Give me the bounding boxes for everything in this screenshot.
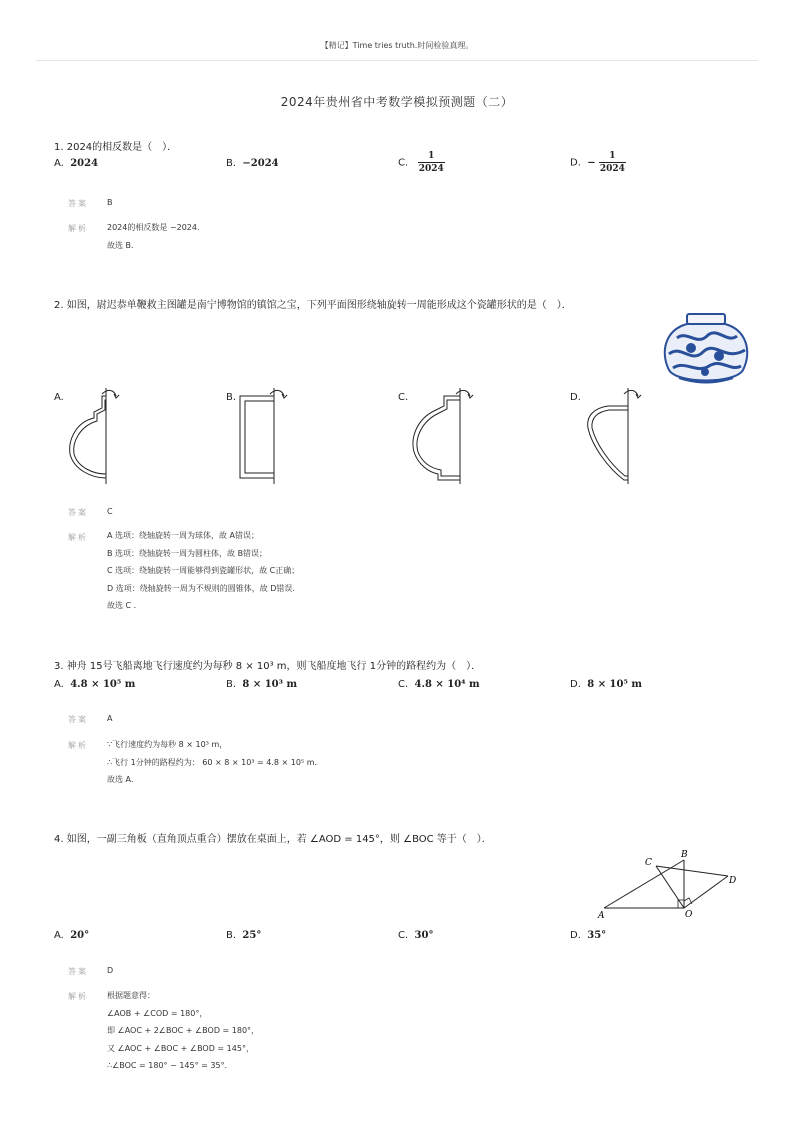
point-label-d: D (729, 876, 737, 886)
answer-label: 答案 (68, 967, 88, 976)
explanation-line: ∴∠BOC = 180° − 145° = 35°． (107, 1061, 233, 1070)
explanation-line: D 选项：绕轴旋转一周为不规则的圆锥体，故 D错误． (107, 583, 301, 593)
explanation-label: 解析 (68, 224, 88, 233)
answer-label: 答案 (68, 715, 88, 724)
explanation-line: A 选项：绕轴旋转一周为球体，故 A错误； (107, 531, 260, 540)
explanation-label: 解析 (68, 533, 88, 542)
question-4-stem: 4. 如图，一副三角板（直角顶点重合）摆放在桌面上，若 ∠AOD = 145°，则 ∠BOC 等于（ ）． (54, 834, 492, 845)
rotation-arrow (102, 390, 116, 396)
question-1-option-c[interactable] (398, 151, 445, 174)
fraction (418, 151, 445, 174)
option-text: 4.8 × 10⁴ m (414, 679, 480, 690)
option-text: 4.8 × 10⁵ m (70, 679, 136, 690)
question-2-explanation (107, 527, 300, 615)
question-3-option-b[interactable] (226, 679, 297, 690)
fraction-denominator: 2024 (418, 164, 444, 174)
option-letter: B. (226, 930, 237, 941)
explanation-label: 解析 (68, 992, 88, 1001)
option-letter: C. (398, 930, 409, 941)
explanation-line: B 选项：绕轴旋转一周为圆柱体，故 B错误； (107, 548, 268, 558)
explanation-line: 又 ∠AOC + ∠BOC + ∠BOD = 145°， (107, 1043, 254, 1053)
fraction (599, 151, 626, 174)
option-b-shape-figure (232, 384, 296, 488)
option-d-shape-figure (578, 384, 648, 488)
point-label-c: C (645, 858, 652, 868)
question-2-option-a[interactable]: A. (54, 392, 64, 403)
fraction-numerator: 1 (418, 151, 445, 163)
option-letter: D. (570, 157, 581, 169)
option-text: 8 × 10⁵ m (587, 679, 642, 690)
point-label-b: B (681, 850, 688, 860)
question-4-answer: D (107, 966, 114, 975)
porcelain-jar-image (657, 312, 755, 388)
question-1-option-b[interactable] (226, 158, 279, 169)
explanation-line: 故选 B． (107, 240, 140, 250)
explanation-line: 即 ∠AOC + 2∠BOC + ∠BOD = 180°， (107, 1026, 260, 1035)
explanation-line: 故选 A． (107, 775, 140, 784)
triangle-boards-figure (594, 846, 744, 920)
fraction-numerator: 1 (599, 151, 626, 163)
question-2-option-d[interactable]: D. (570, 392, 581, 403)
explanation-line: C 选项：绕轴旋转一周能够得到瓷罐形状，故 C正确； (107, 566, 300, 575)
question-3-option-a[interactable] (54, 679, 135, 690)
answer-label: 答案 (68, 508, 88, 517)
question-1-explanation (107, 219, 205, 254)
question-4-option-c[interactable] (398, 930, 433, 941)
option-text: 2024 (70, 158, 99, 169)
question-1-answer: B (107, 198, 113, 207)
option-letter: B. (226, 679, 237, 690)
question-3-answer: A (107, 714, 113, 723)
question-4-option-d[interactable] (570, 930, 606, 941)
rotation-arrow (624, 390, 638, 396)
question-2-option-b[interactable]: B. (226, 392, 237, 403)
question-4-explanation (107, 987, 259, 1075)
answer-label: 答案 (68, 199, 88, 208)
fraction-denominator: 2024 (599, 164, 625, 174)
option-text: 8 × 10³ m (242, 679, 298, 690)
option-text: 35° (587, 930, 607, 941)
explanation-line: ∠AOB + ∠COD = 180°， (107, 1008, 208, 1018)
question-2-stem: 2. 如图，尉迟恭单鞭救主图罐是南宁博物馆的镇馆之宝，下列平面图形绕轴旋转一周能形成这个瓷罐形状的是（ ）． (54, 300, 572, 311)
option-letter: D. (570, 679, 581, 690)
option-letter: C. (398, 157, 409, 169)
question-3-option-d[interactable] (570, 679, 642, 690)
option-c-shape-figure (404, 384, 480, 488)
option-letter: D. (570, 930, 581, 941)
minus-sign: − (587, 157, 596, 169)
explanation-line: 2024的相反数是 −2024． (107, 223, 205, 232)
explanation-line: 根据题意得： (107, 991, 155, 1000)
explanation-label: 解析 (68, 741, 88, 750)
question-2-option-c[interactable]: C. (398, 392, 409, 403)
option-letter: A. (54, 930, 64, 941)
rotation-arrow (456, 390, 470, 396)
point-label-a: A (598, 911, 605, 920)
question-1-option-a[interactable] (54, 158, 98, 169)
option-letter: A. (54, 158, 64, 169)
point-label-o: O (685, 910, 693, 920)
question-4-option-b[interactable] (226, 930, 261, 941)
question-2-answer: C (107, 507, 113, 516)
question-1-option-d[interactable] (570, 151, 626, 174)
option-letter: C. (398, 679, 409, 690)
option-text: 20° (70, 930, 90, 941)
option-text: −2024 (242, 158, 279, 169)
question-1-stem: 1. 2024的相反数是（ ）． (54, 142, 178, 153)
explanation-line: 故选 C ． (107, 601, 142, 610)
question-3-option-c[interactable] (398, 679, 480, 690)
option-letter: B. (226, 158, 237, 169)
question-4-option-a[interactable] (54, 930, 89, 941)
page-title: 2024年贵州省中考数学模拟预测题（二） (280, 95, 514, 109)
option-text: 30° (414, 930, 434, 941)
header-motto: 【精记】Time tries truth.时间检验真理。 (320, 41, 474, 50)
question-3-explanation (107, 736, 323, 789)
explanation-line: ∴飞行 1分钟的路程约为： 60 × 8 × 10³ = 4.8 × 10⁵ m． (107, 757, 323, 767)
rotation-arrow (270, 390, 284, 396)
question-3-stem: 3. 神舟 15号飞船离地飞行速度约为每秒 8 × 10³ m，则飞船度地飞行 1分钟的路程约为（ ）． (54, 661, 482, 672)
option-a-shape-figure (62, 384, 126, 488)
header-divider (36, 60, 758, 61)
explanation-line: ∵飞行速度约为每秒 8 × 10³ m， (107, 740, 228, 749)
option-text: 25° (242, 930, 262, 941)
option-letter: A. (54, 679, 64, 690)
